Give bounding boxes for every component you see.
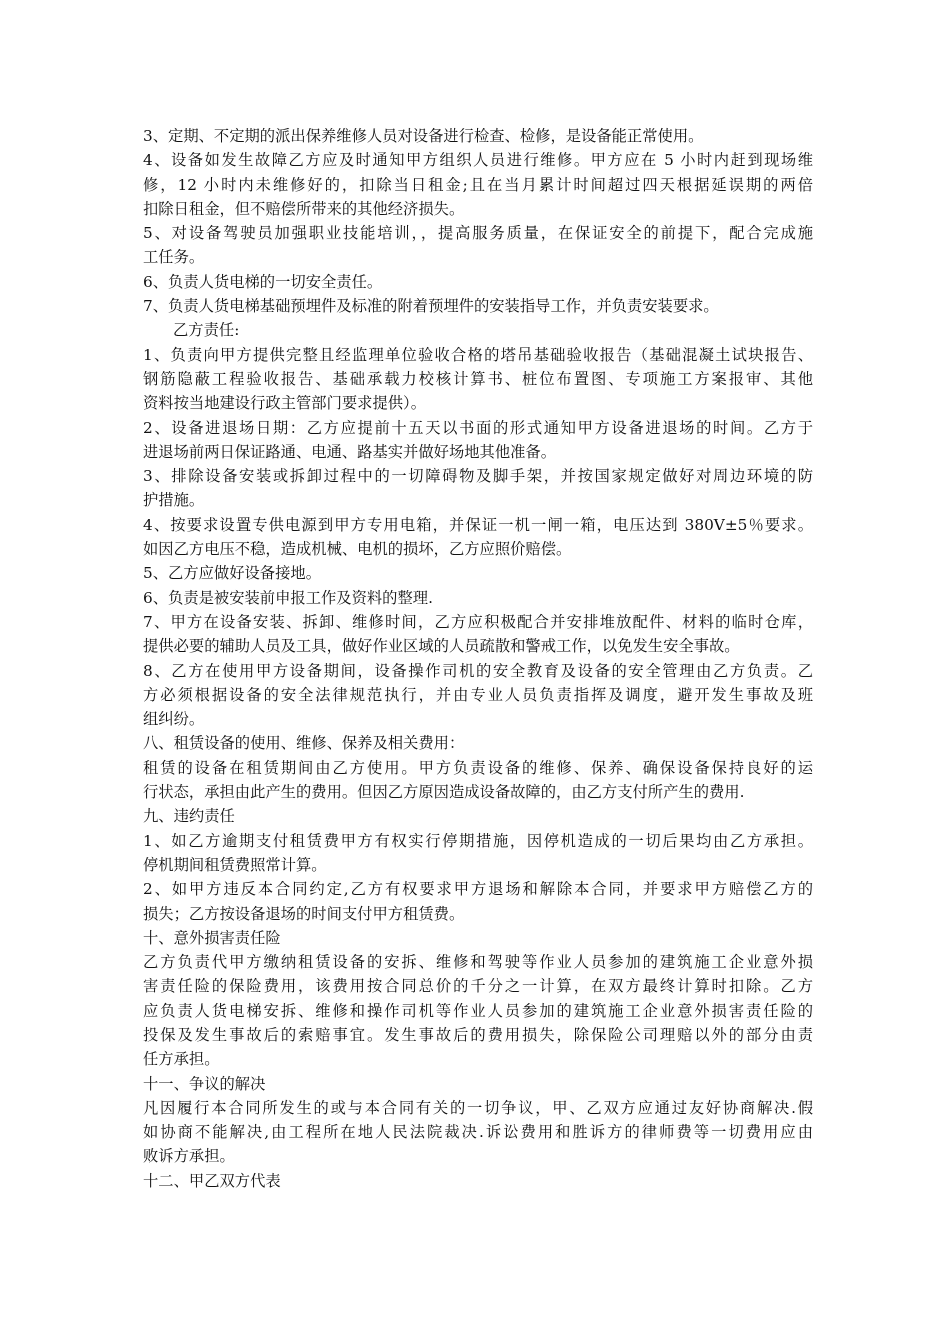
document-line: 6、负责人货电梯的一切安全责任。 [143,272,383,291]
document-line: 8、乙方在使用甲方设备期间，设备操作司机的安全教育及设备的安全管理由乙方负责。乙 [143,661,813,680]
document-line: 方必须根据设备的安全法律规范执行，并由专业人员负责指挥及调度，避开发生事故及班 [143,685,813,704]
document-line: 护措施。 [143,491,205,510]
document-line: 4、按要求设置专供电源到甲方专用电箱，并保证一机一闸一箱，电压达到 380V±5％要求。 [143,515,813,534]
document-line: 组纠纷。 [143,710,205,729]
document-line: 如协商不能解决,由工程所在地人民法院裁决.诉讼费用和胜诉方的律师费等一切费用应由 [143,1123,813,1142]
document-line: 损失；乙方按设备退场的时间支付甲方租赁费。 [143,904,465,923]
document-body [143,124,813,1193]
document-line: 修，12 小时内未维修好的，扣除当日租金;且在当月累计时间超过四天根据延误期的两倍 [143,175,813,194]
document-line: 败诉方承担。 [143,1147,235,1166]
document-line: 十一、争议的解决 [143,1074,266,1093]
document-line: 凡因履行本合同所发生的或与本合同有关的一切争议，甲、乙双方应通过友好协商解决.假 [143,1098,813,1117]
document-line: 1、负责向甲方提供完整且经监理单位验收合格的塔吊基础验收报告（基础混凝土试块报告、 [143,345,813,364]
document-line: 害责任险的保险费用，该费用按合同总价的千分之一计算，在双方最终计算时扣除。乙方 [143,977,813,996]
document-line: 提供必要的辅助人员及工具，做好作业区域的人员疏散和警戒工作，以免发生安全事故。 [143,637,740,656]
document-line: 工任务。 [143,248,205,267]
document-line: 任方承担。 [143,1050,220,1069]
document-line: 2、如甲方违反本合同约定,乙方有权要求甲方退场和解除本合同，并要求甲方赔偿乙方的 [143,880,813,899]
document-line: 进退场前两日保证路通、电通、路基实并做好场地其他准备。 [143,442,557,461]
document-line: 租赁的设备在租赁期间由乙方使用。甲方负责设备的维修、保养、确保设备保持良好的运 [143,758,813,777]
document-line: 乙方负责代甲方缴纳租赁设备的安拆、维修和驾驶等作业人员参加的建筑施工企业意外损 [143,953,813,972]
document-line: 3、定期、不定期的派出保养维修人员对设备进行检查、检修，是设备能正常使用。 [143,127,704,145]
document-line: 十、意外损害责任险 [143,928,281,947]
document-line: 如因乙方电压不稳，造成机械、电机的损坏，乙方应照价赔偿。 [143,540,572,559]
document-line: 九、违约责任 [143,807,235,826]
document-line: 5、乙方应做好设备接地。 [143,564,321,583]
document-line: 扣除日租金，但不赔偿所带来的其他经济损失。 [143,199,465,218]
document-line: 2、设备进退场日期：乙方应提前十五天以书面的形式通知甲方设备进退场的时间。乙方于 [143,418,813,437]
document-line: 6、负责是被安装前申报工作及资料的整理. [143,588,433,607]
document-line: 停机期间租赁费照常计算。 [143,855,327,874]
document-line: 4、设备如发生故障乙方应及时通知甲方组织人员进行维修。甲方应在 5 小时内赶到现场维 [143,151,813,170]
document-line: 3、排除设备安装或拆卸过程中的一切障碍物及脚手架，并按国家规定做好对周边环境的防 [143,467,813,486]
document-line: 乙方责任: [173,321,240,340]
document-line: 应负责人货电梯安拆、维修和操作司机等作业人员参加的建筑施工企业意外损害责任险的 [143,1001,813,1020]
document-line: 投保及发生事故后的索赔事宜。发生事故后的费用损失，除保险公司理赔以外的部分由责 [143,1025,813,1044]
document-line: 钢筋隐蔽工程验收报告、基础承载力校核计算书、桩位布置图、专项施工方案报审、其他 [143,369,813,388]
document-line: 1、如乙方逾期支付租赁费甲方有权实行停期措施，因停机造成的一切后果均由乙方承担。 [143,831,813,850]
document-line: 5、对设备驾驶员加强职业技能培训，，提高服务质量，在保证安全的前提下，配合完成施 [143,224,813,243]
document-line: 7、负责人货电梯基础预埋件及标准的附着预埋件的安装指导工作，并负责安装要求。 [143,297,719,316]
document-line: 行状态，承担由此产生的费用。但因乙方原因造成设备故障的，由乙方支付所产生的费用. [143,783,745,802]
document-line: 资料按当地建设行政主管部门要求提供）。 [143,394,426,413]
document-line: 八、租赁设备的使用、维修、保养及相关费用： [143,734,465,753]
document-line: 十二、甲乙双方代表 [143,1171,281,1190]
document-line: 7、甲方在设备安装、拆卸、维修时间，乙方应积极配合并安排堆放配件、材料的临时仓库， [143,612,813,631]
